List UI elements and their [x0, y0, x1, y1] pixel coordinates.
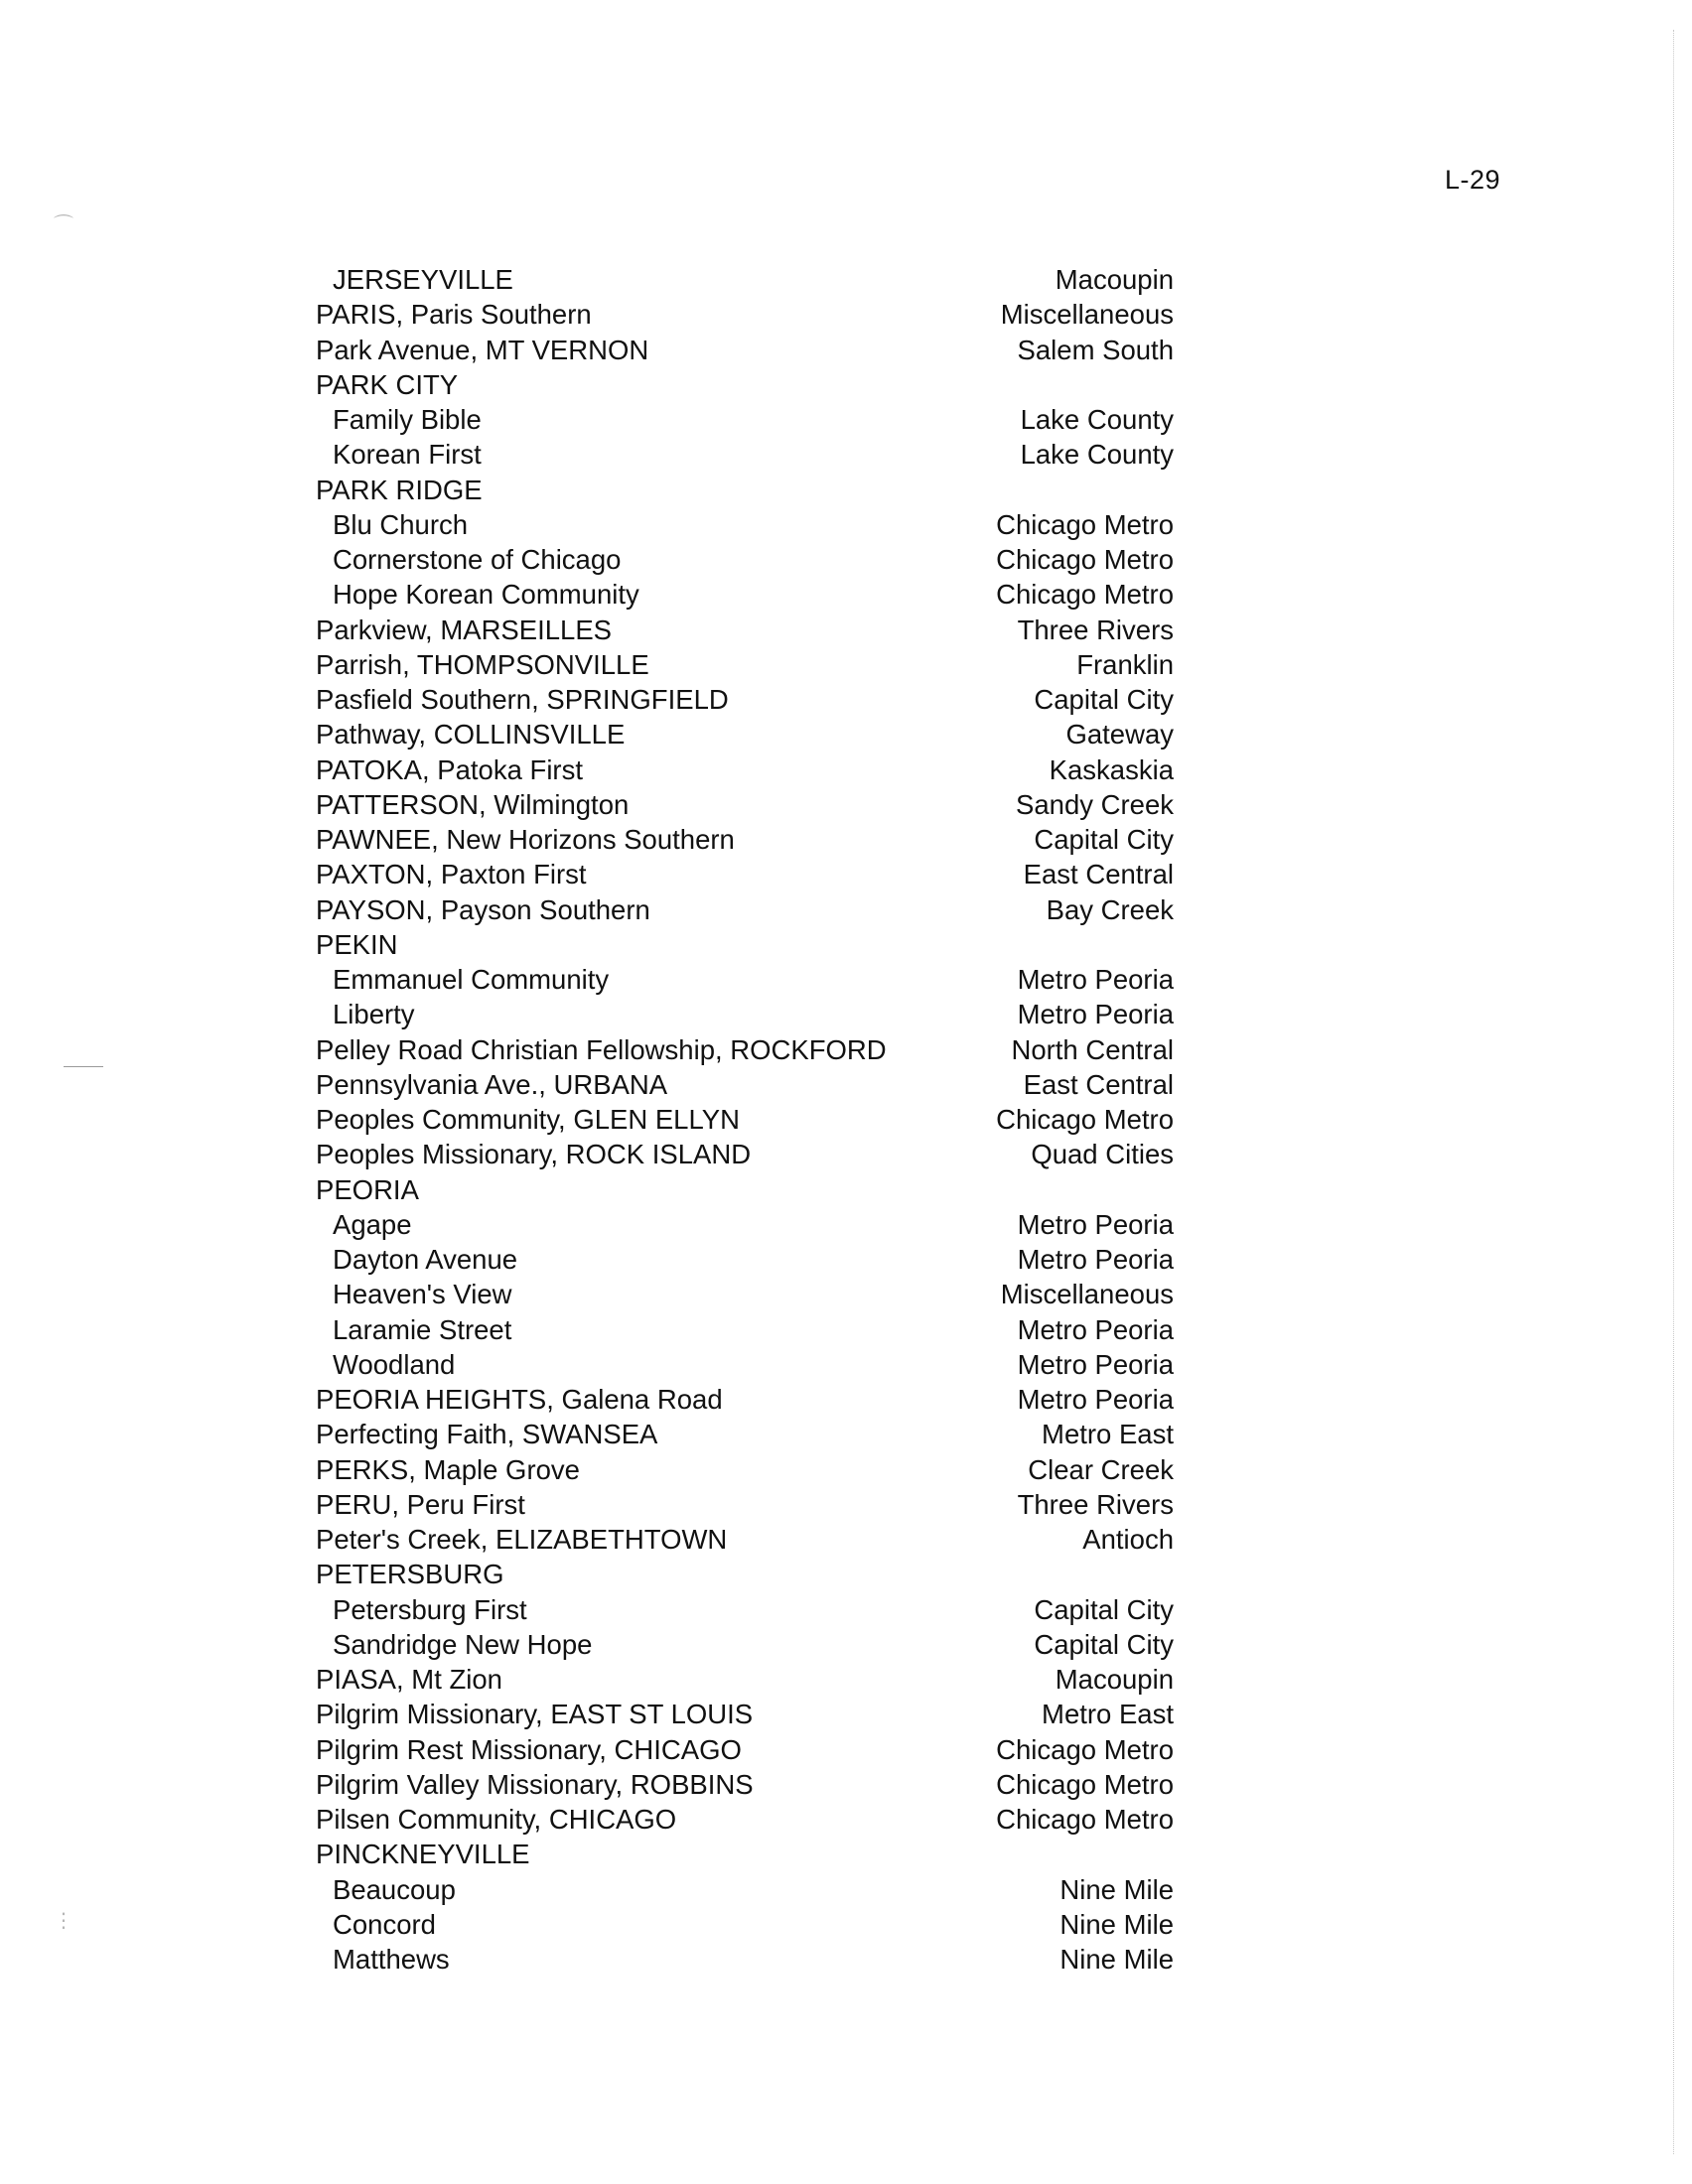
church-directory-list: [316, 262, 1174, 1977]
list-item: [316, 1697, 1174, 1731]
list-item: [316, 787, 1174, 822]
association-name: Salem South: [1017, 334, 1174, 365]
list-item: [316, 717, 1174, 751]
church-name: Heaven's View: [333, 1279, 512, 1310]
association-name: Metro East: [1042, 1699, 1174, 1730]
list-item: [316, 1522, 1174, 1557]
church-name: Pasfield Southern, SPRINGFIELD: [316, 684, 729, 715]
association-name: Metro East: [1042, 1419, 1174, 1450]
church-name: PARIS, Paris Southern: [316, 299, 592, 331]
church-name: PEORIA: [316, 1173, 419, 1205]
list-item: [316, 1942, 1174, 1977]
association-name: Metro Peoria: [1017, 1244, 1174, 1275]
list-item: [316, 577, 1174, 612]
church-name: PAXTON, Paxton First: [316, 859, 587, 890]
church-name: Perfecting Faith, SWANSEA: [316, 1419, 658, 1450]
list-item: [316, 752, 1174, 787]
list-item: [316, 1592, 1174, 1627]
church-name: Family Bible: [333, 404, 482, 435]
scan-mark: ⌒: [54, 214, 73, 236]
association-name: Nine Mile: [1059, 1908, 1174, 1940]
list-item: [316, 647, 1174, 682]
church-name: Parrish, THOMPSONVILLE: [316, 648, 649, 680]
church-name: Cornerstone of Chicago: [333, 544, 622, 575]
list-item: [316, 473, 1174, 507]
list-item: [316, 1452, 1174, 1487]
list-item: [316, 1067, 1174, 1102]
church-name: PARK CITY: [316, 368, 459, 400]
list-item: [316, 1872, 1174, 1907]
association-name: Miscellaneous: [1000, 299, 1174, 331]
church-name: Beaucoup: [333, 1873, 456, 1905]
church-name: PIASA, Mt Zion: [316, 1664, 502, 1695]
church-name: JERSEYVILLE: [333, 264, 513, 295]
list-item: [316, 1242, 1174, 1277]
church-name: Emmanuel Community: [333, 964, 610, 995]
association-name: Capital City: [1034, 1593, 1174, 1625]
list-item: [316, 613, 1174, 647]
church-name: Concord: [333, 1908, 436, 1940]
list-item: [316, 1487, 1174, 1522]
association-name: Metro Peoria: [1017, 1313, 1174, 1345]
list-item: [316, 542, 1174, 577]
church-name: Agape: [333, 1208, 412, 1240]
church-name: Liberty: [333, 999, 415, 1030]
list-item: [316, 1732, 1174, 1767]
church-name: Parkview, MARSEILLES: [316, 614, 613, 645]
association-name: Sandy Creek: [1016, 788, 1174, 820]
list-item: [316, 997, 1174, 1031]
list-item: [316, 1662, 1174, 1697]
association-name: Antioch: [1082, 1524, 1174, 1555]
scan-mark: ⋮: [54, 1910, 73, 1932]
list-item: [316, 1312, 1174, 1347]
association-name: Nine Mile: [1059, 1873, 1174, 1905]
church-name: PARK RIDGE: [316, 474, 483, 505]
association-name: Nine Mile: [1059, 1944, 1174, 1975]
list-item: [316, 892, 1174, 927]
list-item: [316, 1207, 1174, 1242]
list-item: [316, 962, 1174, 997]
association-name: North Central: [1011, 1033, 1174, 1065]
church-name: PAWNEE, New Horizons Southern: [316, 824, 735, 855]
association-name: Metro Peoria: [1017, 1208, 1174, 1240]
list-item: [316, 1417, 1174, 1451]
list-item: [316, 262, 1174, 297]
scan-edge-line: [1673, 30, 1674, 2154]
association-name: East Central: [1023, 859, 1174, 890]
church-name: Pathway, COLLINSVILLE: [316, 719, 626, 751]
church-name: Woodland: [333, 1348, 456, 1380]
list-item: [316, 1277, 1174, 1311]
church-name: Pennsylvania Ave., URBANA: [316, 1068, 668, 1100]
association-name: Chicago Metro: [996, 1104, 1174, 1135]
association-name: Capital City: [1034, 1628, 1174, 1660]
list-item: [316, 1627, 1174, 1662]
association-name: Metro Peoria: [1017, 964, 1174, 995]
association-name: Gateway: [1065, 719, 1174, 751]
association-name: Bay Creek: [1046, 893, 1174, 925]
association-name: Three Rivers: [1017, 1488, 1174, 1520]
association-name: East Central: [1023, 1068, 1174, 1100]
church-name: PEORIA HEIGHTS, Galena Road: [316, 1384, 723, 1415]
church-name: Peter's Creek, ELIZABETHTOWN: [316, 1524, 728, 1555]
church-name: PEKIN: [316, 928, 398, 960]
list-item: [316, 1032, 1174, 1067]
association-name: Macoupin: [1055, 1664, 1174, 1695]
association-name: Metro Peoria: [1017, 999, 1174, 1030]
list-item: [316, 1137, 1174, 1171]
list-item: [316, 402, 1174, 437]
church-name: PINCKNEYVILLE: [316, 1839, 530, 1870]
church-name: Park Avenue, MT VERNON: [316, 334, 649, 365]
list-item: [316, 1907, 1174, 1942]
list-item: [316, 1347, 1174, 1382]
church-name: Pilgrim Missionary, EAST ST LOUIS: [316, 1699, 754, 1730]
list-item: [316, 1837, 1174, 1871]
list-item: [316, 367, 1174, 402]
association-name: Kaskaskia: [1049, 753, 1174, 785]
church-name: Matthews: [333, 1944, 450, 1975]
association-name: Three Rivers: [1017, 614, 1174, 645]
church-name: Sandridge New Hope: [333, 1628, 593, 1660]
association-name: Franklin: [1076, 648, 1174, 680]
association-name: Macoupin: [1055, 264, 1174, 295]
list-item: [316, 1102, 1174, 1137]
association-name: Metro Peoria: [1017, 1348, 1174, 1380]
list-item: [316, 1767, 1174, 1802]
church-name: Pilgrim Valley Missionary, ROBBINS: [316, 1768, 754, 1800]
association-name: Chicago Metro: [996, 508, 1174, 540]
association-name: Chicago Metro: [996, 1733, 1174, 1765]
association-name: Chicago Metro: [996, 1804, 1174, 1835]
page-number: L-29: [1445, 165, 1501, 195]
church-name: PATOKA, Patoka First: [316, 753, 583, 785]
association-name: Miscellaneous: [1000, 1279, 1174, 1310]
association-name: Metro Peoria: [1017, 1384, 1174, 1415]
list-item: [316, 333, 1174, 367]
association-name: Lake County: [1020, 439, 1174, 471]
church-name: Blu Church: [333, 508, 469, 540]
list-item: [316, 1802, 1174, 1837]
church-name: Dayton Avenue: [333, 1244, 518, 1275]
association-name: Chicago Metro: [996, 544, 1174, 575]
church-name: Peoples Missionary, ROCK ISLAND: [316, 1139, 752, 1170]
association-name: Clear Creek: [1028, 1453, 1174, 1485]
list-item: [316, 1172, 1174, 1207]
church-name: Petersburg First: [333, 1593, 527, 1625]
association-name: Chicago Metro: [996, 579, 1174, 611]
scan-dash-mark: [64, 1066, 103, 1081]
church-name: PETERSBURG: [316, 1559, 504, 1590]
association-name: Capital City: [1034, 824, 1174, 855]
church-name: PATTERSON, Wilmington: [316, 788, 630, 820]
association-name: Lake County: [1020, 404, 1174, 435]
association-name: Capital City: [1034, 684, 1174, 715]
church-name: Peoples Community, GLEN ELLYN: [316, 1104, 740, 1135]
church-name: Hope Korean Community: [333, 579, 639, 611]
list-item: [316, 437, 1174, 472]
church-name: Pelley Road Christian Fellowship, ROCKFORD: [316, 1033, 887, 1065]
church-name: PERKS, Maple Grove: [316, 1453, 580, 1485]
list-item: [316, 927, 1174, 962]
list-item: [316, 822, 1174, 857]
list-item: [316, 297, 1174, 332]
association-name: Chicago Metro: [996, 1768, 1174, 1800]
church-name: PAYSON, Payson Southern: [316, 893, 650, 925]
list-item: [316, 682, 1174, 717]
list-item: [316, 507, 1174, 542]
list-item: [316, 1382, 1174, 1417]
church-name: Pilgrim Rest Missionary, CHICAGO: [316, 1733, 742, 1765]
association-name: Quad Cities: [1031, 1139, 1174, 1170]
church-name: Korean First: [333, 439, 482, 471]
church-name: PERU, Peru First: [316, 1488, 525, 1520]
church-name: Pilsen Community, CHICAGO: [316, 1804, 677, 1835]
list-item: [316, 857, 1174, 891]
church-name: Laramie Street: [333, 1313, 512, 1345]
list-item: [316, 1557, 1174, 1591]
